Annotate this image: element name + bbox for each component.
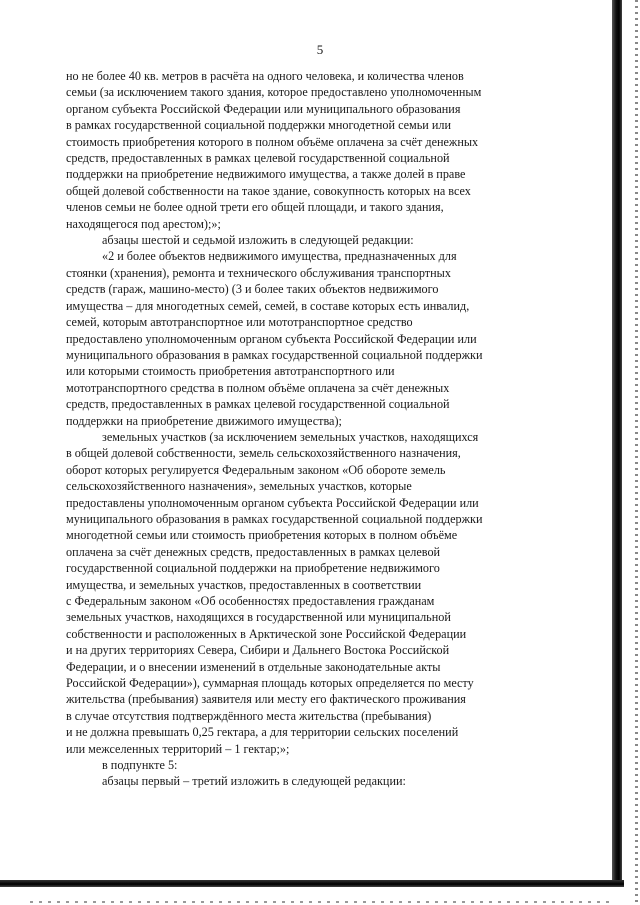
text-line: абзацы шестой и седьмой изложить в следующей редакции: xyxy=(102,233,414,248)
text-line: или которыми стоимость приобретения автотранспортного или xyxy=(66,364,395,379)
text-line: средств (гараж, машино-место) (3 и более таких объектов недвижимого xyxy=(66,282,439,297)
text-line: муниципального образования в рамках государственной социальной поддержки xyxy=(66,347,483,362)
text-line: и не должна превышать 0,25 гектара, а для территории сельских поселений xyxy=(66,725,459,740)
text-line: семей, которым автотранспортное или мототранспортное средство xyxy=(66,315,413,330)
text-line: имущества, и земельных участков, предоставленных в соответствии xyxy=(66,577,422,592)
text-line: Федерации, и о внесении изменений в отдельные законодательные акты xyxy=(66,659,441,674)
text-line: в случае отсутствия подтверждённого места жительства (пребывания) xyxy=(66,708,432,723)
scan-edge-bar-right xyxy=(612,0,622,880)
text-line: членов семьи не более одной трети его общей площади, и такого здания, xyxy=(66,200,444,215)
text-line: стоянки (хранения), ремонта и технического обслуживания транспортных xyxy=(66,265,451,280)
scan-edge-dots-bottom xyxy=(30,901,610,903)
text-line: муниципального образования в рамках государственной социальной поддержки xyxy=(66,511,483,526)
document-body xyxy=(66,68,566,790)
scan-edge-bar-bottom xyxy=(0,880,624,887)
text-line: органом субъекта Российской Федерации или муниципального образования xyxy=(66,101,461,116)
text-line: оборот которых регулируется Федеральным законом «Об обороте земель xyxy=(66,462,446,477)
text-line: находящегося под арестом);»; xyxy=(66,216,221,231)
text-line: поддержки на приобретение движимого имущества); xyxy=(66,413,342,428)
text-line: стоимость приобретения которого в полном объёме оплачена за счёт денежных xyxy=(66,134,479,149)
text-line: государственной социальной поддержки на приобретение недвижимого xyxy=(66,561,440,576)
text-line: «2 и более объектов недвижимого имущества, предназначенных для xyxy=(102,249,457,264)
text-line: собственности и расположенных в Арктической зоне Российской Федерации xyxy=(66,626,467,641)
text-line: сельскохозяйственного назначения», земельных участков, которые xyxy=(66,479,412,494)
text-line: или межселенных территорий – 1 гектар;»; xyxy=(66,741,290,756)
page-number: 5 xyxy=(316,42,324,57)
text-line: мототранспортного средства в полном объёме оплачена за счёт денежных xyxy=(66,380,450,395)
text-line: многодетной семьи или стоимость приобретения которых в полном объёме xyxy=(66,528,458,543)
text-line: земельных участков (за исключением земельных участков, находящихся xyxy=(102,429,479,444)
text-line: абзацы первый – третий изложить в следующей редакции: xyxy=(102,774,406,789)
text-line: предоставлено уполномоченным органом субъекта Российской Федерации или xyxy=(66,331,477,346)
text-line: жительства (пребывания) заявителя или месту его фактического проживания xyxy=(66,692,466,707)
text-line: в рамках государственной социальной поддержки многодетной семьи или xyxy=(66,118,451,133)
text-line: семьи (за исключением такого здания, которое предоставлено уполномоченным xyxy=(66,85,482,100)
text-line: средств, предоставленных в рамках целевой государственной социальной xyxy=(66,397,450,412)
text-line: предоставлены уполномоченным органом субъекта Российской Федерации или xyxy=(66,495,479,510)
text-line: с Федеральным законом «Об особенностях предоставления гражданам xyxy=(66,594,435,608)
text-line: и на других территориях Севера, Сибири и Дальнего Востока Российской xyxy=(66,643,450,658)
text-line: Российской Федерации»), суммарная площадь которых определяется по месту xyxy=(66,676,474,691)
text-line: имущества – для многодетных семей, семей, в составе которых есть инвалид, xyxy=(66,298,470,313)
text-line: средств, предоставленных в рамках целевой государственной социальной xyxy=(66,151,450,166)
text-line: поддержки на приобретение недвижимого имущества, а также долей в праве xyxy=(66,167,466,182)
scan-edge-dots-right xyxy=(635,0,638,905)
text-line: в подпункте 5: xyxy=(102,758,178,773)
text-line: общей долевой собственности на такое здание, совокупность которых на всех xyxy=(66,183,471,198)
text-line: но не более 40 кв. метров в расчёта на одного человека, и количества членов xyxy=(66,69,464,83)
text-line: земельных участков, находящихся в государственной или муниципальной xyxy=(66,610,451,625)
text-line: оплачена за счёт денежных средств, предоставленных в рамках целевой xyxy=(66,544,441,559)
text-line: в общей долевой собственности, земель сельскохозяйственного назначения, xyxy=(66,446,461,461)
